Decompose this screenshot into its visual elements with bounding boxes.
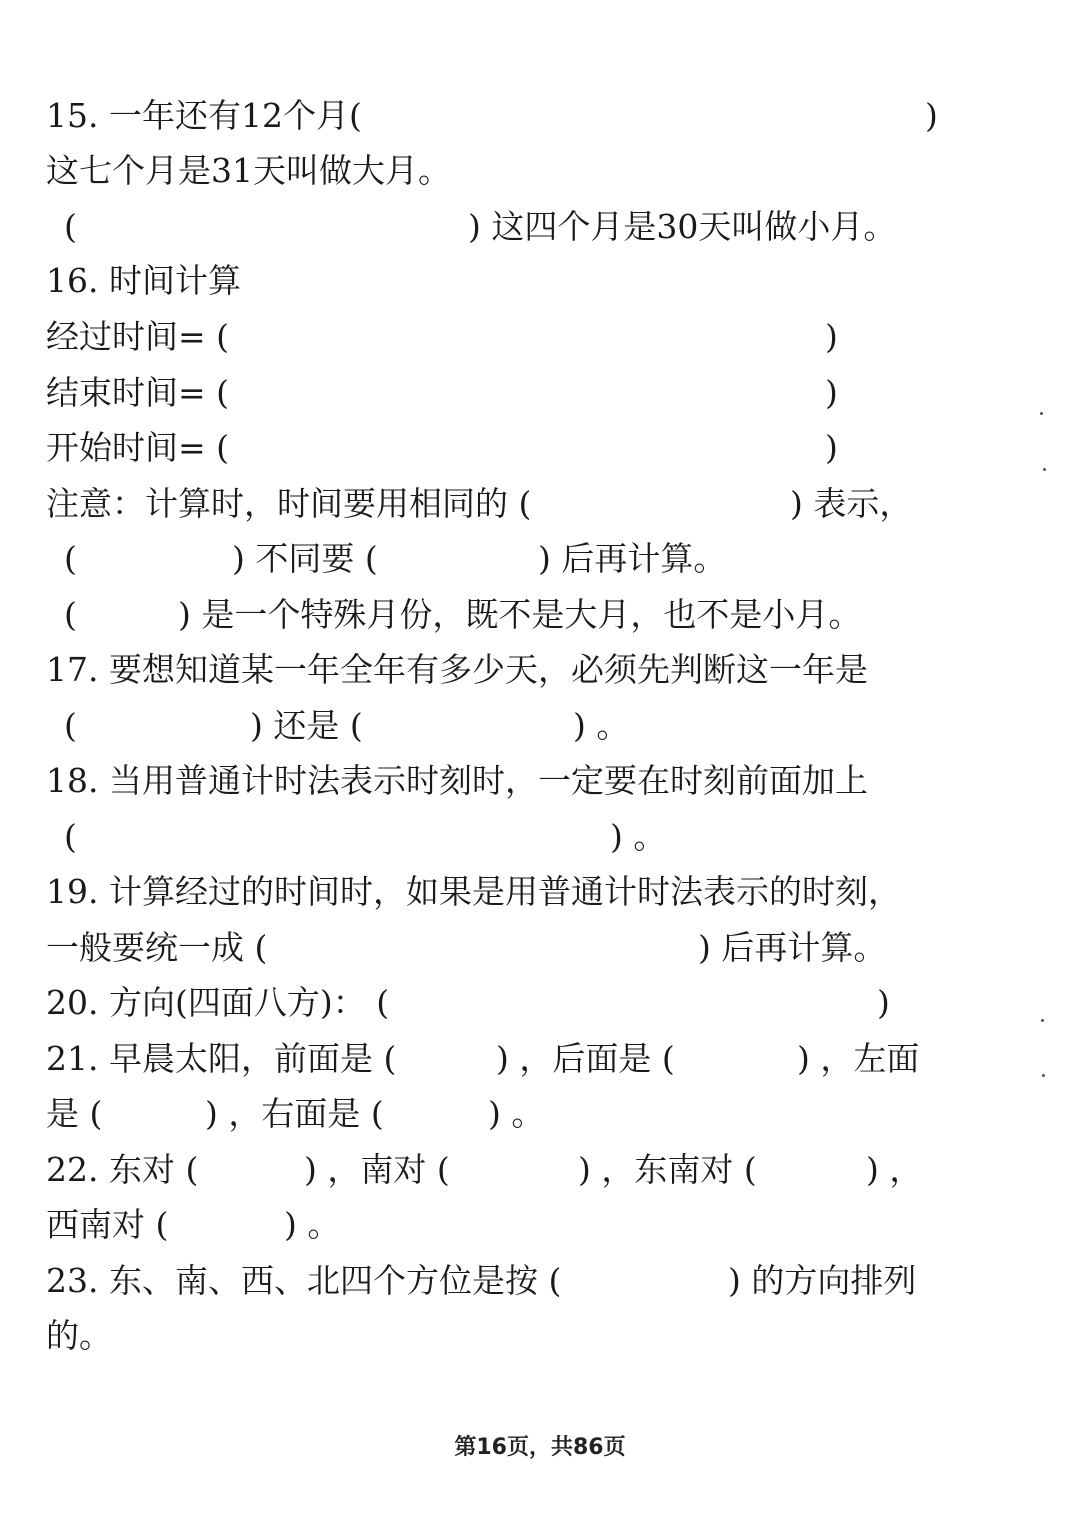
q19-line-1	[0, 864, 1000, 920]
feb-text: ) 是一个特殊月份，既不是大月，也不是小月。	[178, 595, 862, 634]
q16-title	[0, 253, 1000, 309]
blank-open-paren: (	[64, 207, 77, 246]
scan-speck	[1040, 412, 1043, 415]
blank-close-paren: ) 。	[488, 1094, 545, 1133]
page-number-footer: 第16页，共86页	[454, 1435, 626, 1460]
q17-line-1	[0, 642, 1000, 698]
q19-end-text: ) 后再计算。	[698, 928, 887, 967]
blank-open-paren: (	[64, 706, 77, 745]
q16-note-2	[0, 531, 1000, 587]
q16-end-time	[0, 365, 1000, 421]
end-time-label: 结束时间= (	[46, 373, 230, 412]
q15-text: 15. 一年还有12个月(	[46, 96, 362, 135]
q21-left-text: ) ，左面	[797, 1039, 920, 1078]
q19-line-2	[0, 920, 1000, 976]
blank-close-paren: )	[825, 317, 838, 356]
q23-end-text: ) 的方向排列	[728, 1261, 917, 1300]
scan-speck	[1041, 1019, 1044, 1022]
note-text-end: ) 表示，	[790, 484, 913, 523]
q20-line	[0, 975, 1000, 1031]
blank-close-paren: )	[825, 428, 838, 467]
blank-close-paren: ) 。	[610, 817, 667, 856]
q22-line-2	[0, 1197, 1000, 1253]
scan-speck	[1043, 468, 1046, 471]
q18-text: 18. 当用普通计时法表示时刻时，一定要在时刻前面加上	[46, 761, 868, 800]
scan-speck	[1042, 1074, 1045, 1077]
q18-line-1	[0, 753, 1000, 809]
q22-southeast-text: ) ，东南对 (	[578, 1150, 757, 1189]
q15-line-1	[0, 88, 1000, 144]
q22-line-1	[0, 1142, 1000, 1198]
q18-line-2	[0, 809, 1000, 865]
q19-text: 19. 计算经过的时间时，如果是用普通计时法表示的时刻，	[46, 872, 901, 911]
q19-text-2: 一般要统一成 (	[46, 928, 268, 967]
blank-close-paren: ) 。	[573, 706, 630, 745]
note-end-text: ) 后再计算。	[538, 539, 727, 578]
q21-right-text: ) ，右面是 (	[205, 1094, 384, 1133]
q17-text: 17. 要想知道某一年全年有多少天，必须先判断这一年是	[46, 650, 868, 689]
q21-back-text: ) ，后面是 (	[496, 1039, 675, 1078]
blank-close-paren: )	[825, 373, 838, 412]
note-mid-text: ) 不同要 (	[232, 539, 378, 578]
elapsed-time-label: 经过时间= (	[46, 317, 230, 356]
blank-close-paren: )	[925, 96, 938, 135]
blank-close-paren: ) ，	[866, 1150, 923, 1189]
blank-close-paren: )	[877, 983, 890, 1022]
q15-line-3	[0, 199, 1000, 255]
q23-line-1	[0, 1253, 1000, 1309]
q17-line-2	[0, 698, 1000, 754]
q22-text: 22. 东对 (	[46, 1150, 199, 1189]
q22-southwest-text: 西南对 (	[46, 1205, 169, 1244]
q20-text: 20. 方向(四面八方)： (	[46, 983, 390, 1022]
q23-text-2: 的。	[46, 1316, 112, 1355]
q21-text-2: 是 (	[46, 1094, 103, 1133]
note-text: 注意：计算时，时间要用相同的 (	[46, 484, 532, 523]
q16-note-1	[0, 476, 1000, 532]
q16-start-time	[0, 420, 1000, 476]
blank-open-paren: (	[64, 539, 77, 578]
q22-south-text: ) ，南对 (	[304, 1150, 450, 1189]
q23-line-2	[0, 1308, 1000, 1364]
q16-text: 16. 时间计算	[46, 261, 241, 300]
q15-line-2	[0, 143, 1000, 199]
q15-big-month-text: 这七个月是31天叫做大月。	[46, 151, 451, 190]
blank-close-paren: ) 。	[284, 1205, 341, 1244]
q15-small-month-text: ) 这四个月是30天叫做小月。	[468, 207, 897, 246]
q17-or-text: ) 还是 (	[250, 706, 363, 745]
q16-elapsed-time	[0, 309, 1000, 365]
q21-line-1	[0, 1031, 1000, 1087]
q16-note-3	[0, 587, 1000, 643]
blank-open-paren: (	[64, 817, 77, 856]
blank-open-paren: (	[64, 595, 77, 634]
q23-text: 23. 东、南、西、北四个方位是按 (	[46, 1261, 562, 1300]
start-time-label: 开始时间= (	[46, 428, 230, 467]
q21-text: 21. 早晨太阳，前面是 (	[46, 1039, 397, 1078]
q21-line-2	[0, 1086, 1000, 1142]
